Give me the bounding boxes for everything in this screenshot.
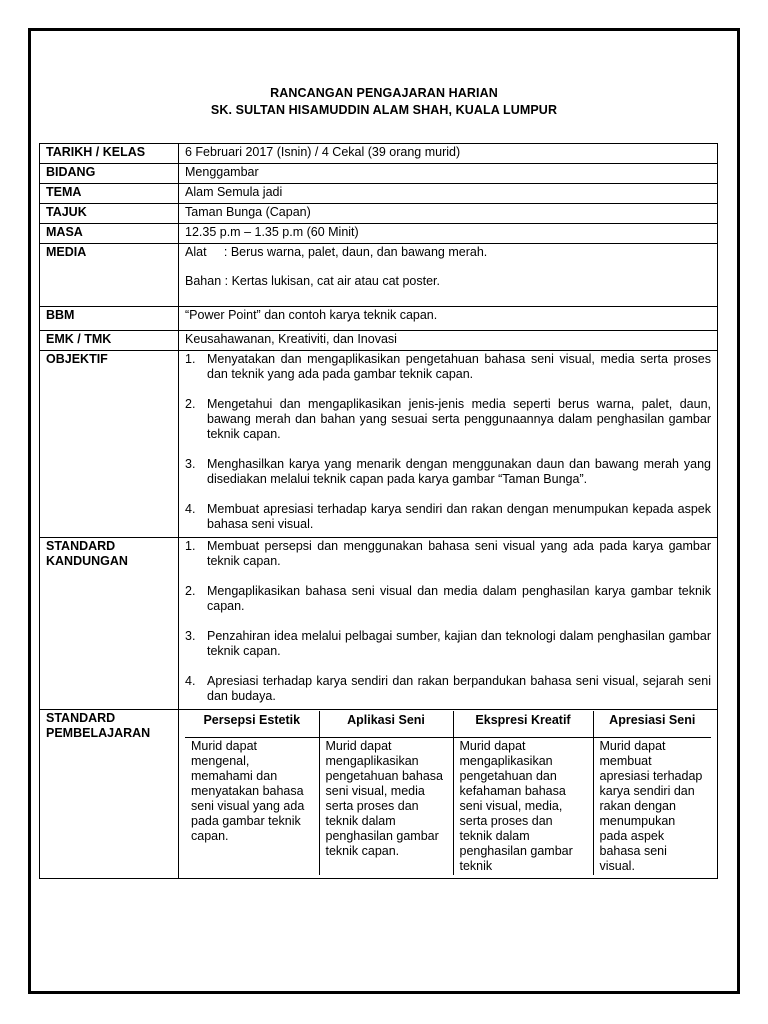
row-emk-tmk — [40, 331, 718, 351]
lesson-plan-table — [39, 143, 718, 879]
value-emk-tmk: Keusahawanan, Kreativiti, dan Inovasi — [179, 331, 718, 351]
header-aplikasi-seni: Aplikasi Seni — [319, 711, 453, 738]
row-bidang — [40, 164, 718, 184]
document-title: RANCANGAN PENGAJARAN HARIAN — [270, 86, 498, 100]
label-standard-pembelajaran: STANDARD PEMBELAJARAN — [40, 710, 179, 879]
value-tajuk: Taman Bunga (Capan) — [179, 204, 718, 224]
row-standard-kandungan — [40, 538, 718, 710]
header-apresiasi-seni: Apresiasi Seni — [593, 711, 711, 738]
media-bahan: Bahan : Kertas lukisan, cat air atau cat poster. — [185, 274, 441, 288]
label-tarikh-kelas: TARIKH / KELAS — [40, 144, 179, 164]
standard-pembelajaran-grid — [179, 710, 718, 879]
header-persepsi-estetik: Persepsi Estetik — [185, 711, 319, 738]
value-media — [179, 244, 718, 307]
body-apresiasi-seni: Murid dapat membuat apresiasi terhadap karya sendiri dan rakan dengan menumpukan pada aspek bahasa seni visual. — [593, 738, 711, 876]
value-bidang: Menggambar — [179, 164, 718, 184]
label-media: MEDIA — [40, 244, 179, 307]
value-objektif — [179, 351, 718, 538]
school-name: SK. SULTAN HISAMUDDIN ALAM SHAH, KUALA LUMPUR — [210, 103, 558, 117]
list-item: 2. Mengaplikasikan bahasa seni visual dan media dalam penghasilan karya gambar teknik capan. — [185, 584, 711, 613]
list-item: 3. Menghasilkan karya yang menarik dengan menggunakan daun dan bawang merah yang disediakan melalui teknik capan pada karya gambar “Taman Bunga”. — [185, 457, 711, 486]
label-standard-kandungan: STANDARD KANDUNGAN — [40, 538, 179, 710]
row-standard-pembelajaran — [40, 710, 718, 879]
label-bidang: BIDANG — [40, 164, 179, 184]
label-bbm: BBM — [40, 307, 179, 331]
body-aplikasi-seni: Murid dapat mengaplikasikan pengetahuan bahasa seni visual, media serta proses dan teknik dalam penghasilan gambar teknik capan. — [319, 738, 453, 876]
row-media — [40, 244, 718, 307]
header-ekspresi-kreatif: Ekspresi Kreatif — [453, 711, 593, 738]
list-item: 4. Membuat apresiasi terhadap karya sendiri dan rakan dengan menumpukan kepada aspek bahasa seni visual. — [185, 502, 711, 531]
row-bbm — [40, 307, 718, 331]
value-tarikh-kelas: 6 Februari 2017 (Isnin) / 4 Cekal (39 orang murid) — [179, 144, 718, 164]
list-item: 1. Menyatakan dan mengaplikasikan pengetahuan bahasa seni visual, media serta proses dan teknik yang ada pada gambar teknik capan. — [185, 352, 711, 381]
list-item: 2. Mengetahui dan mengaplikasikan jenis-jenis media seperti berus warna, palet, daun, bawang merah dan bahan yang sesuai serta penggunaannya dalam penghasilan gambar teknik capan. — [185, 397, 711, 441]
body-persepsi-estetik: Murid dapat mengenal, memahami dan menyatakan bahasa seni visual yang ada pada gambar teknik capan. — [191, 739, 305, 843]
value-tema: Alam Semula jadi — [179, 184, 718, 204]
std-body-row — [185, 738, 711, 876]
row-tema — [40, 184, 718, 204]
label-objektif: OBJEKTIF — [40, 351, 179, 538]
list-item: 4. Apresiasi terhadap karya sendiri dan rakan berpandukan bahasa seni visual, sejarah seni dan budaya. — [185, 674, 711, 703]
row-objektif — [40, 351, 718, 538]
row-tarikh-kelas — [40, 144, 718, 164]
label-masa: MASA — [40, 224, 179, 244]
label-emk-tmk: EMK / TMK — [40, 331, 179, 351]
label-tema: TEMA — [40, 184, 179, 204]
value-masa: 12.35 p.m – 1.35 p.m (60 Minit) — [179, 224, 718, 244]
body-ekspresi-kreatif: Murid dapat mengaplikasikan pengetahuan dan kefahaman bahasa seni visual, media, serta proses dan teknik dalam penghasilan gambar teknik — [453, 738, 593, 876]
value-bbm: “Power Point” dan contoh karya teknik capan. — [179, 307, 718, 331]
value-standard-kandungan — [179, 538, 718, 710]
standard-pembelajaran-table — [185, 711, 711, 875]
label-tajuk: TAJUK — [40, 204, 179, 224]
list-item: 3. Penzahiran idea melalui pelbagai sumber, kajian dan teknologi dalam penghasilan gambar teknik capan. — [185, 629, 711, 658]
media-alat: Alat : Berus warna, palet, daun, dan bawang merah. — [185, 245, 488, 259]
kandungan-list — [185, 539, 711, 704]
std-header-row — [185, 711, 711, 738]
row-masa — [40, 224, 718, 244]
list-item: 1. Membuat persepsi dan menggunakan bahasa seni visual yang ada pada karya gambar teknik capan. — [185, 539, 711, 568]
objektif-list — [185, 352, 711, 532]
row-tajuk — [40, 204, 718, 224]
